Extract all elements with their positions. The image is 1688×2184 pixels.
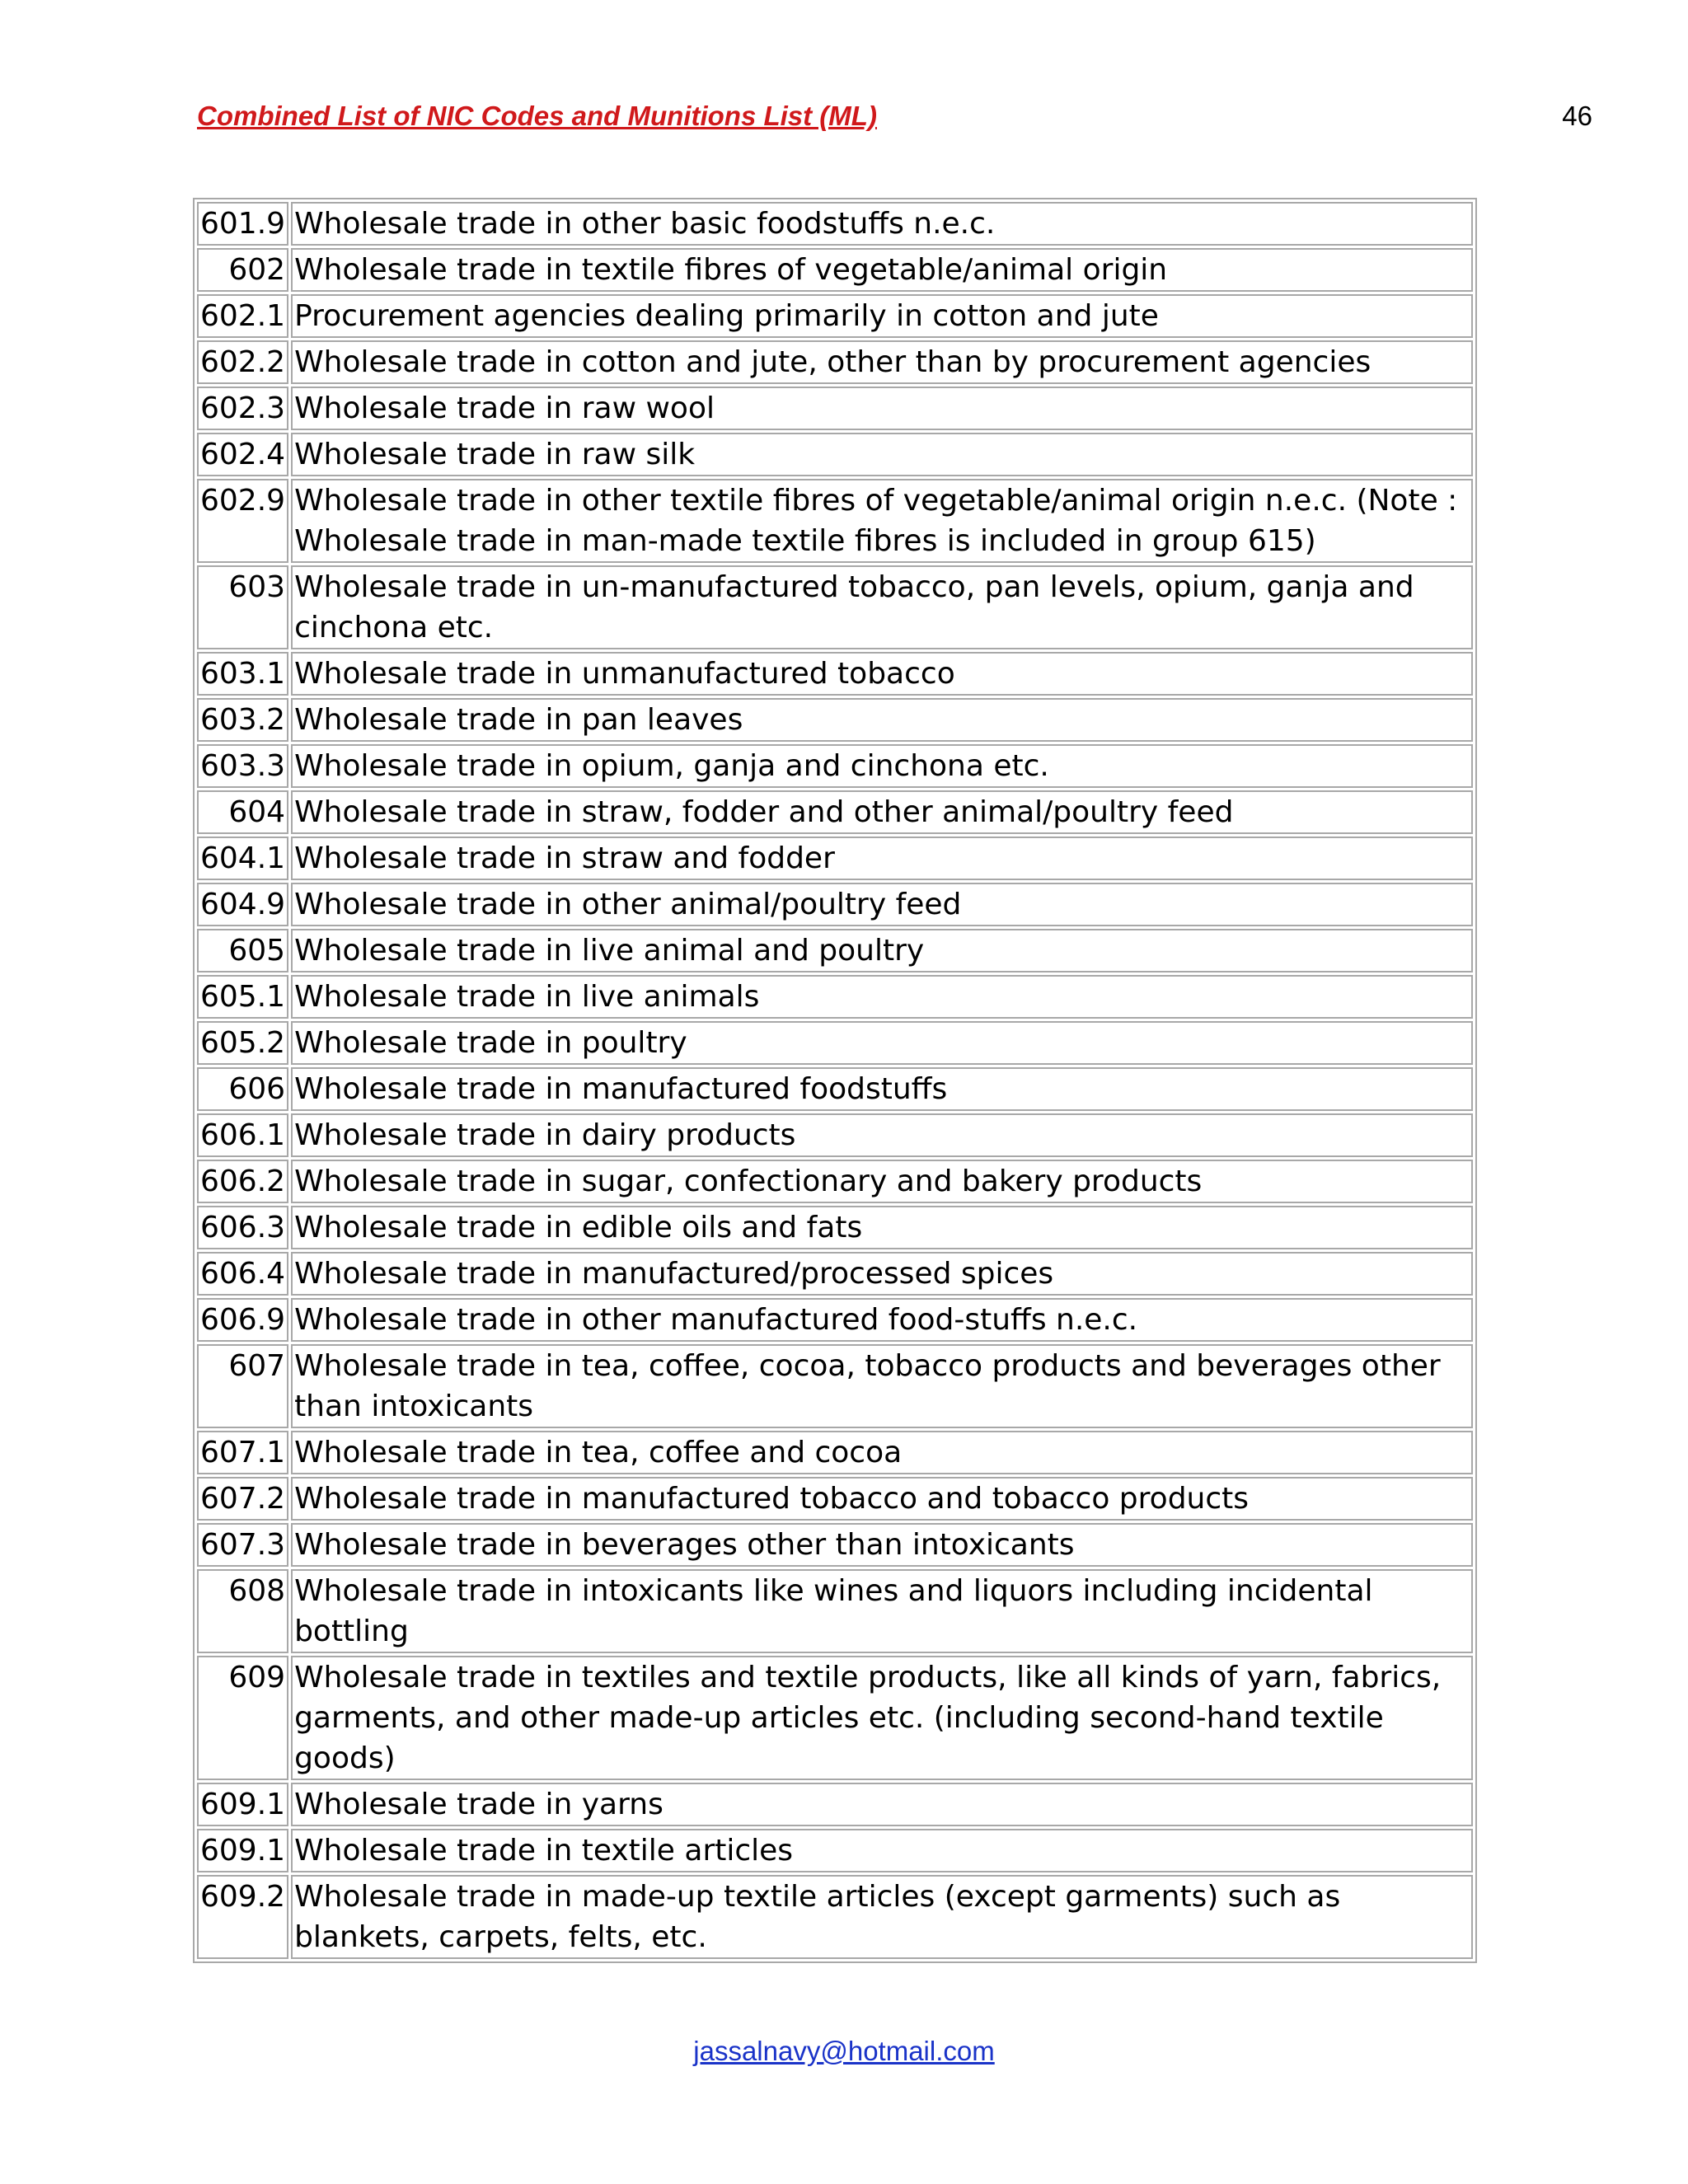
nic-description-cell: Wholesale trade in made-up textile articles (except garments) such as blankets, carpets, felts, etc.: [291, 1875, 1473, 1959]
nic-description-cell: Wholesale trade in manufactured foodstuffs: [291, 1067, 1473, 1111]
table-row: [197, 1113, 1473, 1157]
table-row: [197, 1875, 1473, 1959]
nic-description-cell: Wholesale trade in manufactured tobacco and tobacco products: [291, 1477, 1473, 1521]
table-row: [197, 1252, 1473, 1296]
nic-description-cell: Wholesale trade in unmanufactured tobacco: [291, 652, 1473, 696]
nic-description-cell: Wholesale trade in other manufactured food-stuffs n.e.c.: [291, 1298, 1473, 1342]
nic-codes-table: [193, 198, 1477, 1963]
nic-code-cell: 606.4: [197, 1252, 288, 1296]
nic-description-cell: Wholesale trade in tea, coffee and cocoa: [291, 1431, 1473, 1474]
nic-description-cell: Wholesale trade in other textile fibres of vegetable/animal origin n.e.c. (Note : Wholesale trade in man-made textile fibres is included in group 615): [291, 479, 1473, 563]
table-row: [197, 1477, 1473, 1521]
nic-code-cell: 605.1: [197, 975, 288, 1019]
nic-description-cell: Wholesale trade in yarns: [291, 1783, 1473, 1826]
table-row: [197, 1431, 1473, 1474]
nic-code-cell: 606.3: [197, 1206, 288, 1249]
nic-description-cell: Wholesale trade in raw silk: [291, 433, 1473, 476]
nic-description-cell: Wholesale trade in textile fibres of vegetable/animal origin: [291, 248, 1473, 292]
nic-description-cell: Wholesale trade in beverages other than intoxicants: [291, 1523, 1473, 1567]
nic-description-cell: Wholesale trade in cotton and jute, other than by procurement agencies: [291, 340, 1473, 384]
nic-code-cell: 603.3: [197, 744, 288, 788]
nic-code-cell: 607: [197, 1344, 288, 1428]
table-row: [197, 837, 1473, 880]
nic-description-cell: Wholesale trade in textiles and textile products, like all kinds of yarn, fabrics, garments, and other made-up articles etc. (including second-hand textile goods): [291, 1656, 1473, 1780]
table-row: [197, 883, 1473, 926]
document-title: Combined List of NIC Codes and Munitions List (ML): [197, 101, 877, 131]
nic-code-cell: 606: [197, 1067, 288, 1111]
table-row: [197, 1298, 1473, 1342]
nic-code-cell: 608: [197, 1569, 288, 1653]
nic-description-cell: Wholesale trade in textile articles: [291, 1829, 1473, 1872]
table-row: [197, 1344, 1473, 1428]
nic-code-cell: 604.1: [197, 837, 288, 880]
table-row: [197, 433, 1473, 476]
nic-code-cell: 602.4: [197, 433, 288, 476]
nic-description-cell: Wholesale trade in straw, fodder and other animal/poultry feed: [291, 790, 1473, 834]
nic-code-cell: 602.3: [197, 387, 288, 430]
table-row: [197, 479, 1473, 563]
nic-code-cell: 609.1: [197, 1783, 288, 1826]
table-row: [197, 1656, 1473, 1780]
table-row: [197, 975, 1473, 1019]
table-row: [197, 294, 1473, 338]
nic-description-cell: Wholesale trade in poultry: [291, 1021, 1473, 1065]
nic-code-cell: 605: [197, 929, 288, 972]
table-row: [197, 1206, 1473, 1249]
table-row: [197, 1160, 1473, 1203]
footer-email-link[interactable]: jassalnavy@hotmail.com: [693, 2036, 995, 2066]
table-row: [197, 652, 1473, 696]
nic-description-cell: Wholesale trade in other animal/poultry feed: [291, 883, 1473, 926]
nic-code-cell: 602.1: [197, 294, 288, 338]
nic-code-cell: 606.1: [197, 1113, 288, 1157]
table-row: [197, 1783, 1473, 1826]
nic-code-cell: 607.2: [197, 1477, 288, 1521]
nic-code-cell: 603.2: [197, 698, 288, 742]
nic-code-cell: 609.2: [197, 1875, 288, 1959]
nic-description-cell: Wholesale trade in live animal and poultry: [291, 929, 1473, 972]
nic-code-cell: 605.2: [197, 1021, 288, 1065]
nic-description-cell: Wholesale trade in tea, coffee, cocoa, tobacco products and beverages other than intoxicants: [291, 1344, 1473, 1428]
nic-description-cell: Wholesale trade in sugar, confectionary and bakery products: [291, 1160, 1473, 1203]
nic-code-cell: 602: [197, 248, 288, 292]
page-number: 46: [1562, 101, 1592, 131]
table-row: [197, 929, 1473, 972]
nic-code-cell: 604.9: [197, 883, 288, 926]
nic-code-cell: 606.2: [197, 1160, 288, 1203]
table-row: [197, 1569, 1473, 1653]
table-body: [197, 202, 1473, 1959]
nic-description-cell: Wholesale trade in raw wool: [291, 387, 1473, 430]
table-row: [197, 744, 1473, 788]
table-row: [197, 1523, 1473, 1567]
table-row: [197, 202, 1473, 246]
table-row: [197, 1829, 1473, 1872]
nic-code-cell: 607.3: [197, 1523, 288, 1567]
nic-code-cell: 607.1: [197, 1431, 288, 1474]
nic-description-cell: Procurement agencies dealing primarily in cotton and jute: [291, 294, 1473, 338]
table-row: [197, 565, 1473, 649]
nic-description-cell: Wholesale trade in dairy products: [291, 1113, 1473, 1157]
nic-code-cell: 609.1: [197, 1829, 288, 1872]
nic-description-cell: Wholesale trade in opium, ganja and cinchona etc.: [291, 744, 1473, 788]
table-row: [197, 698, 1473, 742]
nic-code-cell: 603.1: [197, 652, 288, 696]
table-row: [197, 790, 1473, 834]
nic-code-cell: 602.9: [197, 479, 288, 563]
nic-code-cell: 604: [197, 790, 288, 834]
nic-description-cell: Wholesale trade in intoxicants like wines and liquors including incidental bottling: [291, 1569, 1473, 1653]
table-row: [197, 340, 1473, 384]
nic-description-cell: Wholesale trade in other basic foodstuffs n.e.c.: [291, 202, 1473, 246]
nic-code-cell: 606.9: [197, 1298, 288, 1342]
nic-code-cell: 601.9: [197, 202, 288, 246]
nic-description-cell: Wholesale trade in pan leaves: [291, 698, 1473, 742]
table-row: [197, 248, 1473, 292]
nic-description-cell: Wholesale trade in straw and fodder: [291, 837, 1473, 880]
nic-description-cell: Wholesale trade in edible oils and fats: [291, 1206, 1473, 1249]
nic-code-cell: 603: [197, 565, 288, 649]
nic-description-cell: Wholesale trade in manufactured/processed spices: [291, 1252, 1473, 1296]
nic-description-cell: Wholesale trade in un-manufactured tobacco, pan levels, opium, ganja and cinchona etc.: [291, 565, 1473, 649]
nic-code-cell: 609: [197, 1656, 288, 1780]
nic-description-cell: Wholesale trade in live animals: [291, 975, 1473, 1019]
table-row: [197, 1067, 1473, 1111]
table-row: [197, 1021, 1473, 1065]
nic-code-cell: 602.2: [197, 340, 288, 384]
table-row: [197, 387, 1473, 430]
